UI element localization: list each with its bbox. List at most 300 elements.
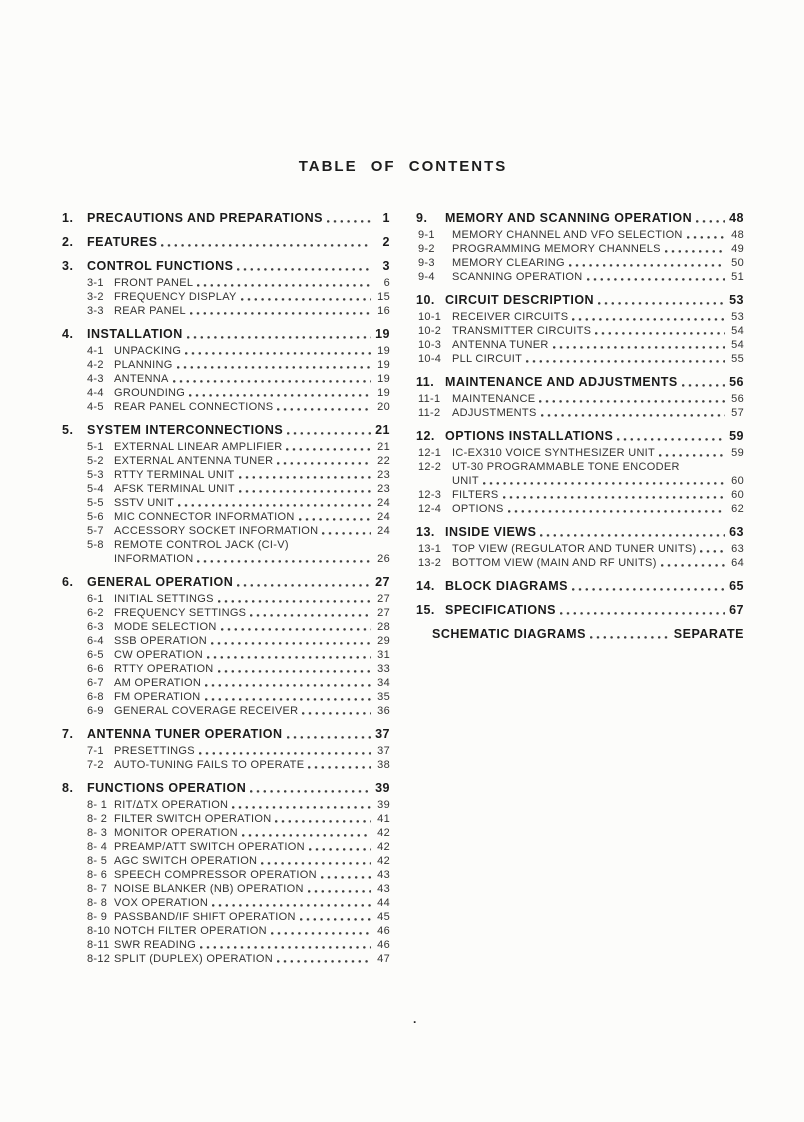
section-title: OPTIONS INSTALLATIONS (445, 429, 614, 443)
toc-entry (87, 344, 390, 358)
section-page: 37 (375, 727, 390, 741)
dot-leader (659, 454, 725, 458)
toc-entry (87, 924, 390, 938)
section-title: FEATURES (87, 235, 158, 249)
dot-leader (590, 636, 671, 640)
section-title: MEMORY AND SCANNING OPERATION (445, 211, 693, 225)
dot-leader (541, 414, 725, 418)
dot-leader (275, 820, 371, 824)
dot-leader (322, 532, 371, 536)
entry-number: 9-2 (418, 243, 435, 255)
entry-number: 8-10 (87, 925, 111, 937)
entry-number: 7-2 (87, 759, 104, 771)
toc-section (416, 375, 744, 420)
entry-number: 3-2 (87, 291, 104, 303)
entry-number: 6-8 (87, 691, 104, 703)
entry-title: UT-30 PROGRAMMABLE TONE ENCODER (452, 461, 680, 473)
entry-title: MONITOR OPERATION (114, 827, 238, 839)
entry-page: 46 (377, 939, 390, 951)
entry-number: 8- 1 (87, 799, 108, 811)
entry-number: 6-6 (87, 663, 104, 675)
section-number: 14. (416, 579, 435, 593)
section-number: 10. (416, 293, 435, 307)
section-title: SYSTEM INTERCONNECTIONS (87, 423, 284, 437)
section-number: 5. (62, 423, 74, 437)
toc-section-header (416, 429, 744, 444)
section-number: 8. (62, 781, 74, 795)
toc-entry (87, 840, 390, 854)
toc-column-left (62, 211, 390, 966)
section-page: 3 (382, 259, 390, 273)
dot-leader (232, 806, 371, 810)
entry-title: AUTO-TUNING FAILS TO OPERATE (114, 759, 305, 771)
entry-title: MAINTENANCE (452, 393, 536, 405)
toc-entry (87, 938, 390, 952)
dot-leader (665, 250, 725, 254)
entry-title: EXTERNAL LINEAR AMPLIFIER (114, 441, 283, 453)
dot-leader (483, 482, 725, 486)
toc-section (62, 727, 390, 772)
entry-page: 31 (377, 649, 390, 661)
toc-section (62, 575, 390, 718)
dot-leader (299, 518, 371, 522)
entry-number: 5-1 (87, 441, 104, 453)
section-title: FUNCTIONS OPERATION (87, 781, 247, 795)
entry-page: 46 (377, 925, 390, 937)
toc-entry (87, 400, 390, 414)
entry-title: RECEIVER CIRCUITS (452, 311, 569, 323)
entry-number: 4-4 (87, 387, 104, 399)
toc-section (416, 211, 744, 284)
entry-page: 36 (377, 705, 390, 717)
entry-number: 6-1 (87, 593, 104, 605)
toc-section (62, 327, 390, 414)
toc-entry (87, 290, 390, 304)
entry-page: 19 (377, 359, 390, 371)
dot-leader (553, 346, 725, 350)
entry-page: 56 (731, 393, 744, 405)
entry-number: 3-1 (87, 277, 104, 289)
entry-title: AFSK TERMINAL UNIT (114, 483, 235, 495)
toc-entry (418, 270, 744, 284)
entry-title: SSTV UNIT (114, 497, 175, 509)
dot-leader (308, 890, 371, 894)
entry-number: 5-8 (87, 539, 104, 551)
entry-title: FM OPERATION (114, 691, 201, 703)
section-number: 2. (62, 235, 74, 249)
dot-leader (185, 352, 371, 356)
toc-entry (87, 358, 390, 372)
toc-entry (87, 896, 390, 910)
dot-leader (250, 614, 371, 618)
dot-leader (682, 384, 725, 388)
section-title: CIRCUIT DESCRIPTION (445, 293, 595, 307)
entry-number: 6-9 (87, 705, 104, 717)
section-number: 6. (62, 575, 74, 589)
toc-entry (87, 812, 390, 826)
dot-leader (700, 550, 725, 554)
section-number: 15. (416, 603, 435, 617)
dot-leader (205, 684, 371, 688)
toc-entry (418, 228, 744, 242)
entry-number: 12-1 (418, 447, 442, 459)
section-page: 27 (375, 575, 390, 589)
page-title: TABLE OF CONTENTS (298, 158, 508, 175)
entry-page: 57 (731, 407, 744, 419)
toc-section-header (62, 327, 390, 342)
section-number: 11. (416, 375, 435, 389)
section-number: 3. (62, 259, 74, 273)
toc-entry (87, 592, 390, 606)
toc-entry (87, 620, 390, 634)
entry-number: 5-4 (87, 483, 104, 495)
entry-page: 19 (377, 387, 390, 399)
entry-title: FILTER SWITCH OPERATION (114, 813, 272, 825)
toc-section-header (416, 375, 744, 390)
toc-entry (418, 502, 744, 516)
entry-title: UNPACKING (114, 345, 182, 357)
entry-title-line2: UNIT (452, 475, 479, 487)
section-page: 1 (382, 211, 390, 225)
section-number: 7. (62, 727, 74, 741)
entry-page: 27 (377, 607, 390, 619)
entry-page: 29 (377, 635, 390, 647)
section-page: 2 (382, 235, 390, 249)
dot-leader (661, 564, 725, 568)
entry-title: FREQUENCY SETTINGS (114, 607, 247, 619)
entry-number: 4-1 (87, 345, 104, 357)
entry-title: PASSBAND/IF SHIFT OPERATION (114, 911, 296, 923)
dot-leader (539, 400, 725, 404)
dot-leader (197, 284, 371, 288)
entry-number: 9-3 (418, 257, 435, 269)
dot-leader (237, 584, 371, 588)
entry-title: RTTY TERMINAL UNIT (114, 469, 235, 481)
dot-leader (287, 736, 371, 740)
section-page: 63 (729, 525, 744, 539)
section-page: 21 (375, 423, 390, 437)
toc-entry (87, 910, 390, 924)
toc-section-header (62, 727, 390, 742)
toc-section-header (416, 293, 744, 308)
entry-page: 24 (377, 497, 390, 509)
entry-title: MIC CONNECTOR INFORMATION (114, 511, 295, 523)
entry-title: SWR READING (114, 939, 197, 951)
entry-page: 54 (731, 325, 744, 337)
toc-section-header (432, 627, 744, 642)
dot-leader (526, 360, 725, 364)
dot-leader (241, 298, 371, 302)
toc-section-header (416, 603, 744, 618)
entry-number: 8-11 (87, 939, 110, 951)
entry-title: CW OPERATION (114, 649, 203, 661)
entry-number: 12-2 (418, 461, 442, 473)
toc-entry (87, 690, 390, 704)
entry-title: RTTY OPERATION (114, 663, 214, 675)
entry-page: 42 (377, 855, 390, 867)
entry-title: REAR PANEL (114, 305, 186, 317)
toc-entry (87, 304, 390, 318)
toc-entry (418, 338, 744, 352)
dot-leader (173, 380, 371, 384)
entry-title: SSB OPERATION (114, 635, 207, 647)
entry-page: 33 (377, 663, 390, 675)
dot-leader (242, 834, 371, 838)
dot-leader (572, 588, 725, 592)
entry-page: 38 (377, 759, 390, 771)
entry-title: GROUNDING (114, 387, 186, 399)
toc-section (62, 423, 390, 566)
entry-page: 43 (377, 883, 390, 895)
entry-title: AM OPERATION (114, 677, 202, 689)
entry-title: GENERAL COVERAGE RECEIVER (114, 705, 299, 717)
toc-entry (87, 634, 390, 648)
toc-entry (418, 256, 744, 270)
dot-leader (178, 504, 371, 508)
entry-title: BOTTOM VIEW (MAIN AND RF UNITS) (452, 557, 657, 569)
entry-number: 6-3 (87, 621, 104, 633)
toc-entry (87, 648, 390, 662)
toc-section-header (62, 423, 390, 438)
entry-number: 8- 8 (87, 897, 108, 909)
dot-leader (221, 628, 371, 632)
dot-leader (239, 490, 371, 494)
toc-entry (87, 676, 390, 690)
dot-leader (309, 848, 371, 852)
toc-section (416, 429, 744, 516)
dot-leader (197, 560, 371, 564)
entry-page: 22 (377, 455, 390, 467)
dot-leader (302, 712, 371, 716)
entry-title: PRESETTINGS (114, 745, 195, 757)
toc-entry (87, 606, 390, 620)
entry-number: 6-2 (87, 607, 104, 619)
entry-page: 62 (731, 503, 744, 515)
entry-title: FILTERS (452, 489, 499, 501)
toc-entry (87, 482, 390, 496)
toc-section (62, 211, 390, 226)
entry-page: 51 (731, 271, 744, 283)
entry-page: 55 (731, 353, 744, 365)
dot-leader (239, 476, 371, 480)
section-page: 53 (729, 293, 744, 307)
entry-title: EXTERNAL ANTENNA TUNER (114, 455, 274, 467)
toc-section (62, 259, 390, 318)
entry-page: 41 (377, 813, 390, 825)
toc-section (416, 293, 744, 366)
entry-title: PROGRAMMING MEMORY CHANNELS (452, 243, 661, 255)
section-page: 48 (729, 211, 744, 225)
toc-entry (418, 488, 744, 502)
dot-leader (161, 244, 371, 248)
dot-leader (540, 534, 725, 538)
toc-entry (418, 460, 744, 474)
dot-leader (211, 642, 371, 646)
entry-title: MEMORY CHANNEL AND VFO SELECTION (452, 229, 683, 241)
dot-leader (261, 862, 371, 866)
section-number: 4. (62, 327, 74, 341)
entry-title: REAR PANEL CONNECTIONS (114, 401, 274, 413)
toc-entry (87, 372, 390, 386)
toc-section (416, 603, 744, 618)
entry-title: VOX OPERATION (114, 897, 209, 909)
entry-number: 5-6 (87, 511, 104, 523)
toc-entry (87, 524, 390, 538)
entry-number: 4-3 (87, 373, 104, 385)
entry-number: 11-2 (418, 407, 441, 419)
section-number: 9. (416, 211, 428, 225)
entry-title: NOISE BLANKER (NB) OPERATION (114, 883, 304, 895)
entry-number: 5-7 (87, 525, 104, 537)
section-page: 56 (729, 375, 744, 389)
section-title: CONTROL FUNCTIONS (87, 259, 234, 273)
toc-entry-continuation (418, 474, 744, 488)
entry-page: 19 (377, 373, 390, 385)
toc-entry (87, 758, 390, 772)
toc-section-header (416, 579, 744, 594)
entry-title: PREAMP/ATT SWITCH OPERATION (114, 841, 305, 853)
dot-leader (218, 670, 371, 674)
toc-entry (418, 310, 744, 324)
dot-leader (503, 496, 725, 500)
entry-title-line2: INFORMATION (114, 553, 194, 565)
entry-number: 10-1 (418, 311, 442, 323)
dot-leader (587, 278, 726, 282)
dot-leader (207, 656, 371, 660)
section-number: 1. (62, 211, 74, 225)
entry-page: 42 (377, 827, 390, 839)
entry-title: REMOTE CONTROL JACK (CI-V) (114, 539, 289, 551)
toc-entry (87, 704, 390, 718)
entry-number: 6-4 (87, 635, 104, 647)
entry-page: 50 (731, 257, 744, 269)
entry-number: 4-5 (87, 401, 104, 413)
entry-page: 24 (377, 525, 390, 537)
entry-page: 59 (731, 447, 744, 459)
section-title: ANTENNA TUNER OPERATION (87, 727, 283, 741)
section-title: SPECIFICATIONS (445, 603, 556, 617)
section-page: 67 (729, 603, 744, 617)
section-title: PRECAUTIONS AND PREPARATIONS (87, 211, 324, 225)
entry-title: SPEECH COMPRESSOR OPERATION (114, 869, 317, 881)
entry-page: 44 (377, 897, 390, 909)
toc-section (62, 235, 390, 250)
dot-leader (687, 236, 725, 240)
entry-number: 11-1 (418, 393, 441, 405)
dot-leader (569, 264, 725, 268)
entry-number: 8- 9 (87, 911, 108, 923)
entry-title: SPLIT (DUPLEX) OPERATION (114, 953, 273, 965)
entry-page: 63 (731, 543, 744, 555)
entry-title: IC-EX310 VOICE SYNTHESIZER UNIT (452, 447, 656, 459)
entry-title: PLANNING (114, 359, 173, 371)
toc-entry (87, 468, 390, 482)
entry-page: 53 (731, 311, 744, 323)
section-page: 39 (375, 781, 390, 795)
toc-entry-continuation (87, 552, 390, 566)
toc-entry (87, 798, 390, 812)
dot-leader (572, 318, 725, 322)
dot-leader (286, 448, 371, 452)
toc-section-header (62, 259, 390, 274)
dot-leader (189, 394, 371, 398)
toc-entry (87, 386, 390, 400)
dot-leader (598, 302, 725, 306)
toc-entry (87, 276, 390, 290)
entry-number: 13-1 (418, 543, 442, 555)
toc-section-header (62, 211, 390, 226)
entry-number: 10-3 (418, 339, 442, 351)
dot-leader (190, 312, 371, 316)
toc-section-header (62, 575, 390, 590)
toc-section (416, 627, 744, 642)
section-page: 19 (375, 327, 390, 341)
dot-leader (199, 752, 371, 756)
entry-page: 23 (377, 483, 390, 495)
dot-leader (327, 220, 371, 224)
stray-print-dot: . (413, 1012, 417, 1026)
toc-entry (418, 542, 744, 556)
entry-page: 43 (377, 869, 390, 881)
section-title: INSTALLATION (87, 327, 183, 341)
entry-page: 34 (377, 677, 390, 689)
toc-entry (418, 392, 744, 406)
section-title: SCHEMATIC DIAGRAMS (432, 627, 586, 641)
dot-leader (271, 932, 371, 936)
section-title: GENERAL OPERATION (87, 575, 234, 589)
entry-page: 15 (377, 291, 390, 303)
toc-section-header (62, 235, 390, 250)
entry-number: 5-2 (87, 455, 104, 467)
dot-leader (250, 790, 371, 794)
entry-number: 8- 5 (87, 855, 108, 867)
entry-page: 45 (377, 911, 390, 923)
toc-entry (87, 854, 390, 868)
dot-leader (205, 698, 371, 702)
entry-page: 16 (377, 305, 390, 317)
section-number: 12. (416, 429, 435, 443)
dot-leader (696, 220, 725, 224)
entry-title: RIT/ΔTX OPERATION (114, 799, 229, 811)
entry-number: 8- 2 (87, 813, 108, 825)
entry-page: 60 (731, 475, 744, 487)
entry-number: 8- 3 (87, 827, 108, 839)
toc-entry (87, 538, 390, 552)
entry-number: 12-3 (418, 489, 442, 501)
entry-page: 28 (377, 621, 390, 633)
entry-number: 9-4 (418, 271, 435, 283)
toc-entry (87, 440, 390, 454)
dot-leader (218, 600, 371, 604)
dot-leader (277, 462, 371, 466)
entry-number: 5-5 (87, 497, 104, 509)
entry-number: 4-2 (87, 359, 104, 371)
entry-title: ACCESSORY SOCKET INFORMATION (114, 525, 319, 537)
dot-leader (177, 366, 371, 370)
toc-entry (418, 352, 744, 366)
toc-entry (87, 882, 390, 896)
entry-number: 7-1 (87, 745, 104, 757)
toc-entry (87, 868, 390, 882)
entry-title: PLL CIRCUIT (452, 353, 523, 365)
entry-page: 48 (731, 229, 744, 241)
toc-entry (87, 510, 390, 524)
entry-page: 19 (377, 345, 390, 357)
toc-entry (87, 952, 390, 966)
entry-number: 8- 7 (87, 883, 108, 895)
entry-title: NOTCH FILTER OPERATION (114, 925, 267, 937)
toc-entry (418, 446, 744, 460)
